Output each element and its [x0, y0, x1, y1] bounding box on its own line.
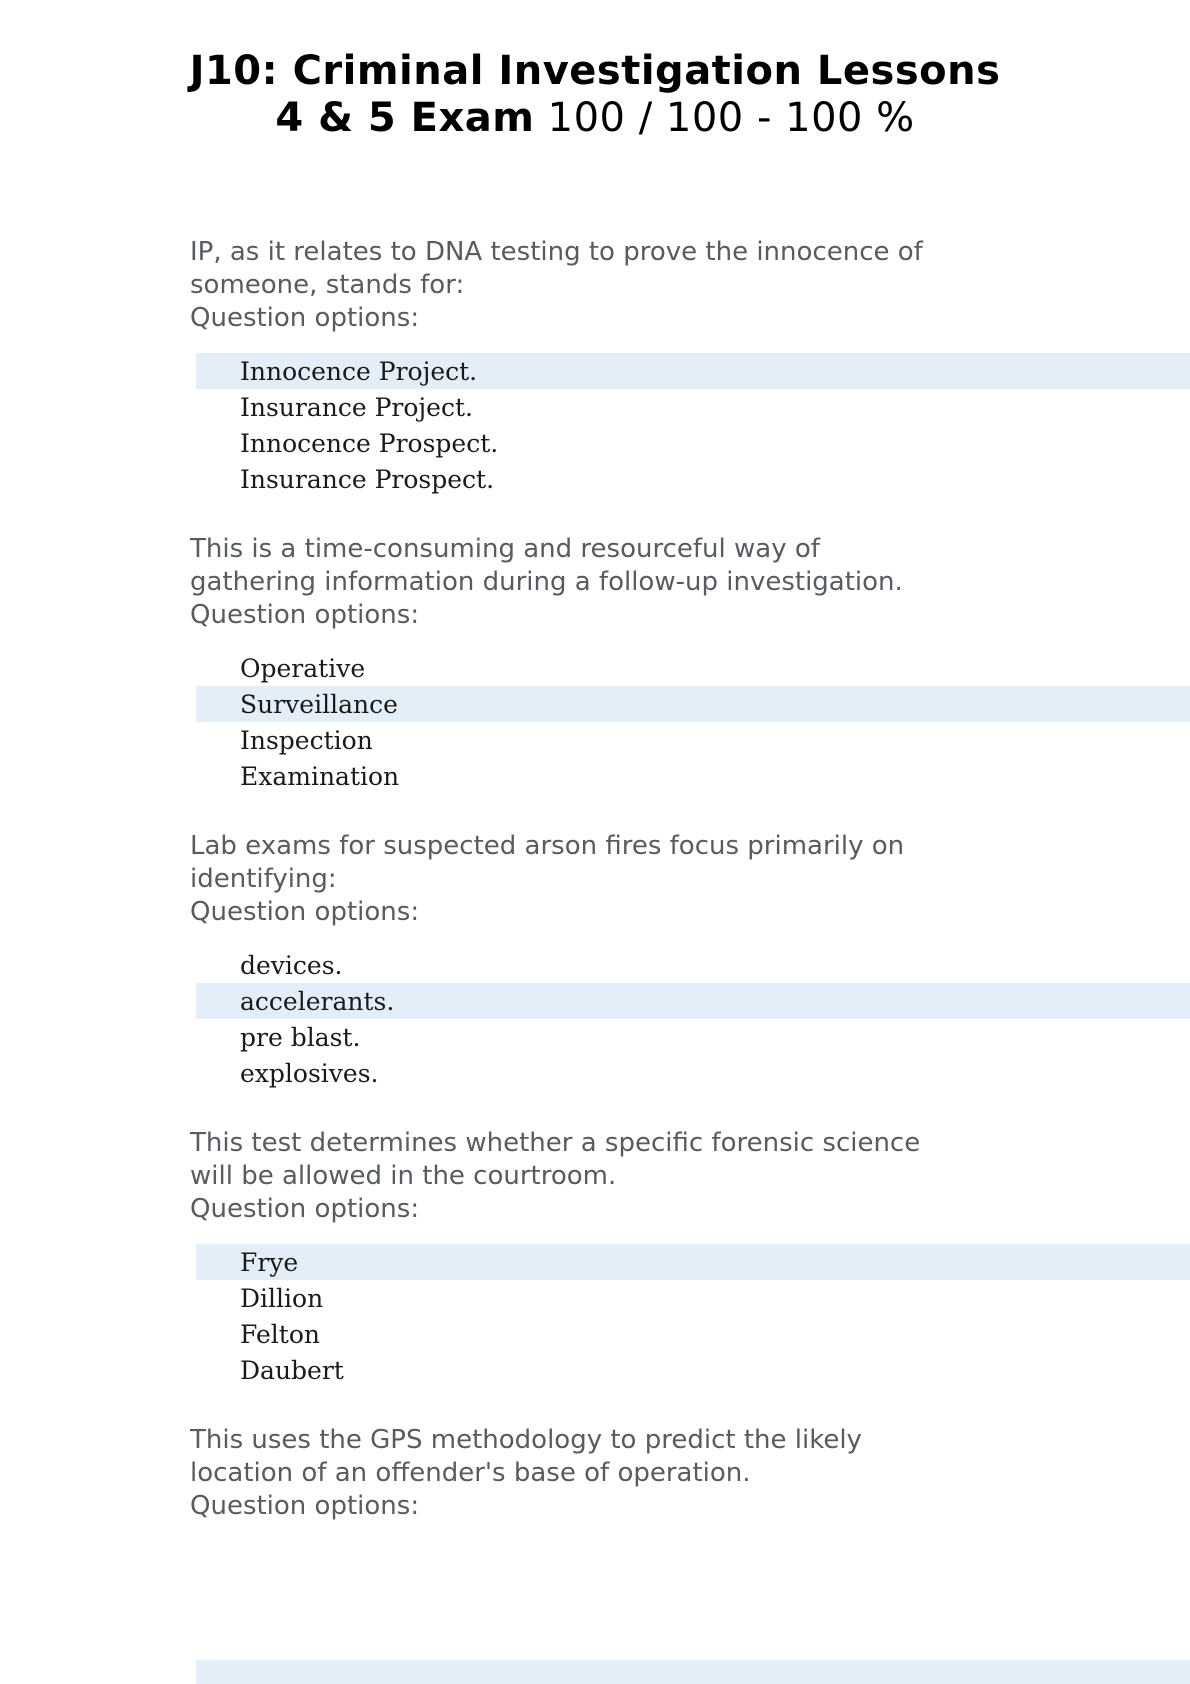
option-label: Innocence Project.: [240, 356, 478, 386]
question-4-text: [190, 1127, 1130, 1226]
question-text-line: This test determines whether a specific forensic science: [190, 1128, 921, 1158]
question-5-text: [190, 1424, 1130, 1523]
option-label: Insurance Project.: [240, 392, 473, 422]
question-text-line: Lab exams for suspected arson fires focus primarily on: [190, 831, 905, 861]
question-text-line: someone, stands for:: [190, 270, 465, 300]
question-text-line: will be allowed in the courtroom.: [190, 1161, 617, 1191]
option-label: Daubert: [240, 1355, 344, 1385]
question-options-label: Question options:: [190, 897, 420, 927]
option-label: devices.: [240, 950, 343, 980]
option-row[interactable]: [196, 1019, 1190, 1055]
page-title-line1: J10: Criminal Investigation Lessons: [189, 48, 1001, 94]
option-row[interactable]: [196, 722, 1190, 758]
option-label: explosives.: [240, 1058, 379, 1088]
option-row-selected[interactable]: [196, 353, 1190, 389]
option-row[interactable]: [196, 1316, 1190, 1352]
option-row[interactable]: [196, 389, 1190, 425]
option-label: Examination: [240, 761, 400, 791]
option-row[interactable]: [196, 1352, 1190, 1388]
question-options-label: Question options:: [190, 303, 420, 333]
question-2-text: [190, 533, 1130, 632]
option-label: Felton: [240, 1319, 320, 1349]
page-title: [0, 0, 1190, 142]
question-text-line: This uses the GPS methodology to predict the likely: [190, 1425, 862, 1455]
option-row[interactable]: [196, 461, 1190, 497]
option-row-selected[interactable]: [196, 983, 1190, 1019]
option-row-selected[interactable]: [196, 686, 1190, 722]
option-label: Surveillance: [240, 689, 398, 719]
page-title-line2: [0, 95, 1190, 142]
question-options-label: Question options:: [190, 1491, 420, 1521]
question-options-label: Question options:: [190, 1194, 420, 1224]
question-3-options: [0, 947, 1190, 1091]
option-row[interactable]: [196, 650, 1190, 686]
page-title-exam: 4 & 5 Exam: [275, 95, 535, 141]
question-text-line: This is a time-consuming and resourceful way of: [190, 534, 820, 564]
exam-score: 100 / 100 - 100 %: [534, 95, 915, 141]
option-label: pre blast.: [240, 1022, 361, 1052]
option-row[interactable]: [196, 947, 1190, 983]
option-row[interactable]: [196, 758, 1190, 794]
option-row[interactable]: [196, 425, 1190, 461]
question-text-line: IP, as it relates to DNA testing to prove the innocence of: [190, 237, 923, 267]
question-text-line: gathering information during a follow-up investigation.: [190, 567, 903, 597]
question-options-label: Question options:: [190, 600, 420, 630]
option-row[interactable]: [196, 1280, 1190, 1316]
option-label: Inspection: [240, 725, 373, 755]
option-label: Operative: [240, 653, 366, 683]
question-text-line: location of an offender's base of operation.: [190, 1458, 751, 1488]
option-row-selected[interactable]: [196, 1244, 1190, 1280]
question-3-text: [190, 830, 1130, 929]
question-1-text: [190, 236, 1130, 335]
question-4-options: [0, 1244, 1190, 1388]
option-label: Dillion: [240, 1283, 324, 1313]
question-text-line: identifying:: [190, 864, 337, 894]
option-row[interactable]: [196, 1055, 1190, 1091]
partial-highlighted-option-row[interactable]: [196, 1660, 1190, 1684]
option-label: Insurance Prospect.: [240, 464, 495, 494]
option-label: Innocence Prospect.: [240, 428, 499, 458]
option-label: Frye: [240, 1247, 299, 1277]
question-2-options: [0, 650, 1190, 794]
option-label: accelerants.: [240, 986, 395, 1016]
question-1-options: [0, 353, 1190, 497]
